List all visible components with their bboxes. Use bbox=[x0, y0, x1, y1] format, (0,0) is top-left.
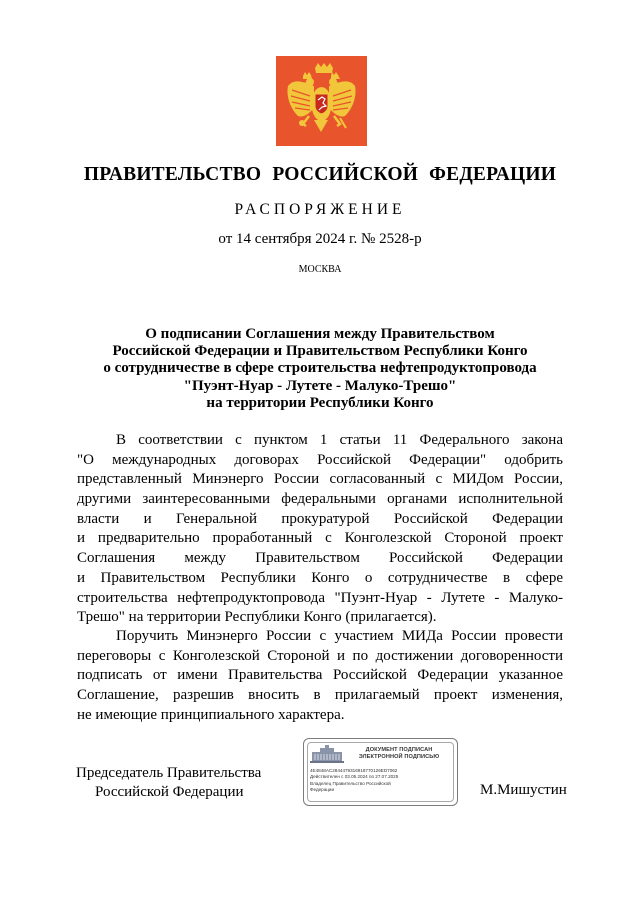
subject-line: О подписании Соглашения между Правительством bbox=[145, 326, 495, 342]
position-line: Председатель Правительства bbox=[76, 765, 262, 781]
subject-line: Российской Федерации и Правительством Республики Конго bbox=[112, 343, 528, 360]
electronic-signature-stamp bbox=[303, 738, 458, 806]
city: МОСКВА bbox=[298, 264, 342, 275]
text-line: подписать от имени Правительства Российской Федерации указанное bbox=[77, 667, 563, 684]
subject-line: о сотрудничестве в сфере строительства нефтепродуктопровода bbox=[103, 360, 537, 377]
stamp-title-line: ЭЛЕКТРОННОЙ ПОДПИСЬЮ bbox=[358, 754, 440, 760]
position-line: Российской Федерации bbox=[95, 783, 244, 800]
date-and-number: от 14 сентября 2024 г. № 2528-р bbox=[218, 231, 422, 247]
signatory-name: М.Мишустин bbox=[480, 782, 567, 798]
government-building-icon bbox=[310, 745, 344, 763]
stamp-title-line: ДОКУМЕНТ ПОДПИСАН bbox=[365, 747, 433, 753]
subject-line: на территории Республики Конго bbox=[206, 394, 434, 411]
signatory-position bbox=[76, 764, 276, 801]
certificate-number: 4E4848AC2844479316918770126ED7062 bbox=[310, 768, 398, 773]
text-line: и Правительством Республики Конго о сотрудничестве в сфере bbox=[77, 569, 563, 586]
text-line: строительства нефтепродуктопровода "Пуэнт-Нуар - Лутете - Малуко- bbox=[77, 589, 563, 606]
text-line: Соглашение, разрешив вносить в прилагаемый проект изменения, bbox=[77, 687, 563, 704]
text-line: переговоры с Конголезской Стороной и по достижении договоренности bbox=[77, 647, 563, 664]
text-line: Трешо" на территории Республики Конго (прилагается). bbox=[77, 609, 437, 626]
text-line: другими заинтересованными федеральными органами исполнительной bbox=[77, 491, 563, 508]
text-line: и предварительно проработанный с Конголезской Стороной проект bbox=[77, 530, 563, 547]
certificate-owner: Федерации bbox=[310, 787, 335, 793]
text-line: Соглашения между Правительством Российской Федерации bbox=[77, 550, 563, 567]
subject-line: "Пуэнт-Нуар - Лутете - Малуко-Трешо" bbox=[183, 377, 457, 394]
paragraph-instruction bbox=[77, 627, 563, 725]
document-subject bbox=[60, 326, 580, 412]
document-type: РАСПОРЯЖЕНИЕ bbox=[234, 201, 406, 218]
stamp-title bbox=[344, 747, 454, 761]
government-title: ПРАВИТЕЛЬСТВО РОССИЙСКОЙ ФЕДЕРАЦИИ bbox=[83, 164, 557, 185]
certificate-validity: Действителен с 03.05.2024 по 27.07.2025 bbox=[310, 774, 399, 780]
text-line: В соответствии с пунктом 1 статьи 11 Федерального закона bbox=[116, 432, 563, 448]
text-line: Поручить Минэнерго России с участием МИДа России провести bbox=[116, 628, 563, 644]
certificate-owner: Владелец Правительство Российской bbox=[310, 780, 391, 786]
text-line: представленный Минэнерго России согласованный с МИДом России, bbox=[77, 471, 563, 488]
text-line: "О международных договорах Российской Федерации" одобрить bbox=[77, 451, 563, 468]
coat-of-arms-icon bbox=[276, 56, 367, 146]
stamp-details bbox=[310, 768, 455, 794]
text-line: власти и Генеральной прокуратурой Российской Федерации bbox=[77, 510, 563, 527]
paragraph-approval bbox=[77, 431, 563, 628]
text-line: не имеющие принципиального характера. bbox=[77, 706, 345, 723]
